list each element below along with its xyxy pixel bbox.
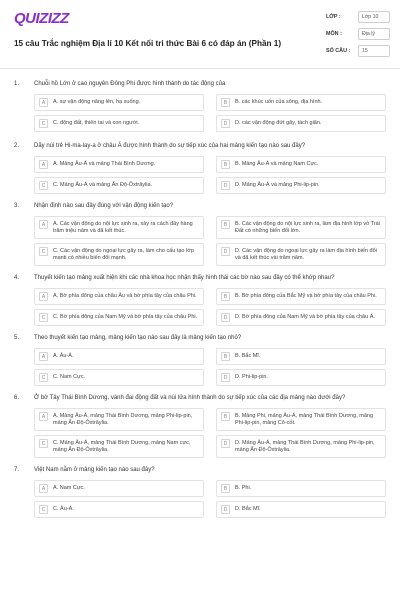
option-letter: C	[39, 373, 48, 382]
option-letter: B	[221, 484, 230, 493]
answer-option-c[interactable]	[34, 501, 204, 518]
question-text: Thuyết kiến tạo mảng xuất hiện khi các nhà khoa học nhận thấy hình thái các bờ nào sau đây có thể khớp nhau?	[34, 275, 335, 281]
option-text: D. Mảng Âu-Á và mảng Phi-lip-pin.	[235, 182, 320, 188]
question-number: 1.	[14, 81, 20, 87]
question-6	[14, 394, 386, 458]
answer-options	[14, 94, 386, 132]
option-text: A. Nam Cực.	[53, 485, 85, 491]
answer-option-d[interactable]	[216, 501, 386, 518]
option-text: D. Bắc Mĩ.	[235, 506, 261, 512]
answer-option-b[interactable]	[216, 408, 386, 431]
info-row-count	[326, 43, 390, 58]
option-text: A. Bờ phía đông của châu Âu và bờ phía tây của châu Phi.	[53, 293, 197, 299]
question-text: Việt Nam nằm ở mảng kiến tạo nào sau đây?	[34, 467, 155, 473]
info-value: Lớp 10	[358, 11, 390, 23]
answer-option-a[interactable]	[34, 156, 204, 173]
answer-option-b[interactable]	[216, 480, 386, 497]
answer-option-d[interactable]	[216, 115, 386, 132]
answer-option-b[interactable]	[216, 288, 386, 305]
answer-option-c[interactable]	[34, 115, 204, 132]
answer-option-d[interactable]	[216, 309, 386, 326]
option-letter: D	[221, 313, 230, 322]
option-letter: A	[39, 220, 48, 229]
option-text: C. Âu-Á.	[53, 506, 74, 512]
answer-option-a[interactable]	[34, 408, 204, 431]
question-header	[14, 80, 386, 88]
option-text: B. Các vận động do nội lực sinh ra, làm địa hình lớp vỏ Trái Đất có những biến đổi lớn.	[235, 221, 380, 234]
question-number: 2.	[14, 143, 20, 149]
option-letter: D	[221, 181, 230, 190]
option-letter: C	[39, 505, 48, 514]
option-text: C. Các vận động do ngoại lực gây ra, làm cho cấu tạo lớp manti có nhiều biến đổi mạnh.	[53, 248, 194, 261]
option-text: C. Mảng Âu-Á và mảng Ấn Độ-Ôxtrâylia.	[53, 182, 153, 188]
option-text: A. sự vận động nâng lên, hạ xuống.	[53, 99, 141, 105]
answer-option-b[interactable]	[216, 348, 386, 365]
option-letter: C	[39, 247, 48, 256]
answer-option-c[interactable]	[34, 309, 204, 326]
question-header	[14, 274, 386, 282]
question-header	[14, 142, 386, 150]
answer-option-a[interactable]	[34, 216, 204, 239]
answer-option-c[interactable]	[34, 243, 204, 266]
option-letter: C	[39, 313, 48, 322]
option-text: A. Mảng Âu-Á, mảng Thái Bình Dương, mảng Phi-lip-pin, mảng Ấn Độ-Ôxtrâylia.	[53, 413, 193, 426]
question-text: Dãy núi trẻ Hi-ma-lay-a ở châu Á được hình thành do sự tiếp xúc của hai mảng kiến tạo nào sau đây?	[34, 143, 306, 149]
answer-option-b[interactable]	[216, 94, 386, 111]
info-label: MÔN :	[326, 30, 342, 37]
option-text: B. Bờ phía đông của Bắc Mỹ và bờ phía tây của châu Phi.	[235, 293, 377, 299]
option-text: D. Mảng Âu-Á, mảng Thái Bình Dương, mảng Phi-lip-pin, mảng Ấn Độ-Ôxtrâylia.	[235, 440, 375, 453]
answer-option-a[interactable]	[34, 348, 204, 365]
answer-option-a[interactable]	[34, 94, 204, 111]
question-header	[14, 466, 386, 474]
question-text: Theo thuyết kiến tạo mảng, mảng kiến tạo nào sau đây là mảng kiến tạo nhỏ?	[34, 335, 242, 341]
option-letter: A	[39, 352, 48, 361]
answer-option-d[interactable]	[216, 243, 386, 266]
option-text: D. Các vận động do ngoại lực gây ra làm địa hình biến đổi và đã kết thúc vài trăm năm.	[235, 248, 377, 261]
option-text: D. Phi-lip-pin.	[235, 374, 269, 380]
quizizz-logo: QUIZIZZ	[14, 10, 69, 27]
option-letter: A	[39, 484, 48, 493]
question-text: Chuỗi hồ Lớn ở cao nguyên Đông Phi được hình thành do tác động của	[34, 81, 226, 87]
question-number: 4.	[14, 275, 20, 281]
option-letter: D	[221, 119, 230, 128]
option-text: C. Nam Cực.	[53, 374, 86, 380]
option-text: B. Mảng Phi, mảng Âu-Á, mảng Thái Bình Dương, mảng Phi-lip-pin, mảng Cô-cốt.	[235, 413, 374, 426]
question-4	[14, 274, 386, 326]
answer-options	[14, 156, 386, 194]
option-text: D. các vận động đứt gãy, tách giãn.	[235, 120, 322, 126]
option-text: B. các khúc uốn của sông, địa hình.	[235, 99, 323, 105]
question-number: 3.	[14, 203, 20, 209]
answer-option-a[interactable]	[34, 480, 204, 497]
question-2	[14, 142, 386, 194]
option-text: C. Mảng Âu-Á, mảng Thái Bình Dương, mảng Nam cực, mảng Ấn Độ-Ôxtrâylia.	[53, 440, 191, 453]
option-letter: A	[39, 160, 48, 169]
header	[0, 0, 400, 70]
info-label: LỚP :	[326, 13, 341, 20]
question-number: 7.	[14, 467, 20, 473]
answer-option-d[interactable]	[216, 369, 386, 386]
option-letter: B	[221, 220, 230, 229]
info-value: 15	[358, 45, 390, 57]
answer-option-c[interactable]	[34, 177, 204, 194]
question-text: Ở bờ Tây Thái Bình Dương, vành đai động đất và núi lửa hình thành do sự tiếp xúc của các địa mảng nào dưới đây?	[34, 395, 346, 401]
question-header	[14, 334, 386, 342]
option-text: D. Bờ phía đông của Nam Mỹ và bờ phía tây của châu Á.	[235, 314, 375, 320]
answer-option-d[interactable]	[216, 177, 386, 194]
option-letter: B	[221, 292, 230, 301]
question-3	[14, 202, 386, 266]
option-text: B. Bắc Mĩ.	[235, 353, 261, 359]
option-text: A. Các vận động do nội lực sinh ra, xảy ra cách đây hàng trăm triệu năm và đã kết thúc.	[53, 221, 193, 234]
info-row-subject	[326, 26, 390, 41]
info-row-class	[326, 9, 390, 24]
question-7	[14, 466, 386, 518]
question-number: 5.	[14, 335, 20, 341]
option-letter: B	[221, 98, 230, 107]
question-number: 6.	[14, 395, 20, 401]
answer-option-b[interactable]	[216, 216, 386, 239]
answer-options	[14, 216, 386, 266]
answer-options	[14, 348, 386, 386]
option-letter: D	[221, 439, 230, 448]
option-letter: B	[221, 160, 230, 169]
answer-options	[14, 408, 386, 458]
answer-option-d[interactable]	[216, 435, 386, 458]
answer-options	[14, 480, 386, 518]
info-label: SỐ CÂU :	[326, 47, 351, 54]
option-letter: B	[221, 412, 230, 421]
answer-option-c[interactable]	[34, 435, 204, 458]
option-letter: B	[221, 352, 230, 361]
question-1	[14, 80, 386, 132]
option-text: A. Âu-Á.	[53, 353, 74, 359]
option-text: B. Mảng Âu-Á và mảng Nam Cực.	[235, 161, 319, 167]
question-header	[14, 394, 386, 402]
option-letter: A	[39, 98, 48, 107]
question-5	[14, 334, 386, 386]
question-list	[0, 80, 400, 518]
option-text: A. Mảng Âu-Á và mảng Thái Bình Dương.	[53, 161, 156, 167]
option-letter: D	[221, 373, 230, 382]
option-letter: A	[39, 412, 48, 421]
question-header	[14, 202, 386, 210]
question-text: Nhận định nào sau đây đúng với vận động kiến tạo?	[34, 203, 174, 209]
header-divider	[0, 68, 400, 69]
option-letter: D	[221, 247, 230, 256]
option-text: C. Bờ phía đông của Nam Mỹ và bờ phía tây của châu Phi.	[53, 314, 198, 320]
answer-option-c[interactable]	[34, 369, 204, 386]
option-text: B. Phi.	[235, 485, 252, 491]
document-title: 15 câu Trắc nghiệm Địa lí 10 Kết nối tri thức Bài 6 có đáp án (Phần 1)	[14, 39, 282, 48]
option-letter: C	[39, 181, 48, 190]
answer-option-b[interactable]	[216, 156, 386, 173]
option-letter: A	[39, 292, 48, 301]
option-letter: C	[39, 439, 48, 448]
option-letter: D	[221, 505, 230, 514]
option-letter: C	[39, 119, 48, 128]
answer-options	[14, 288, 386, 326]
answer-option-a[interactable]	[34, 288, 204, 305]
info-panel	[326, 9, 390, 60]
option-text: C. động đất, thiên tai và con người.	[53, 120, 140, 126]
info-value: Địa lý	[358, 28, 390, 40]
